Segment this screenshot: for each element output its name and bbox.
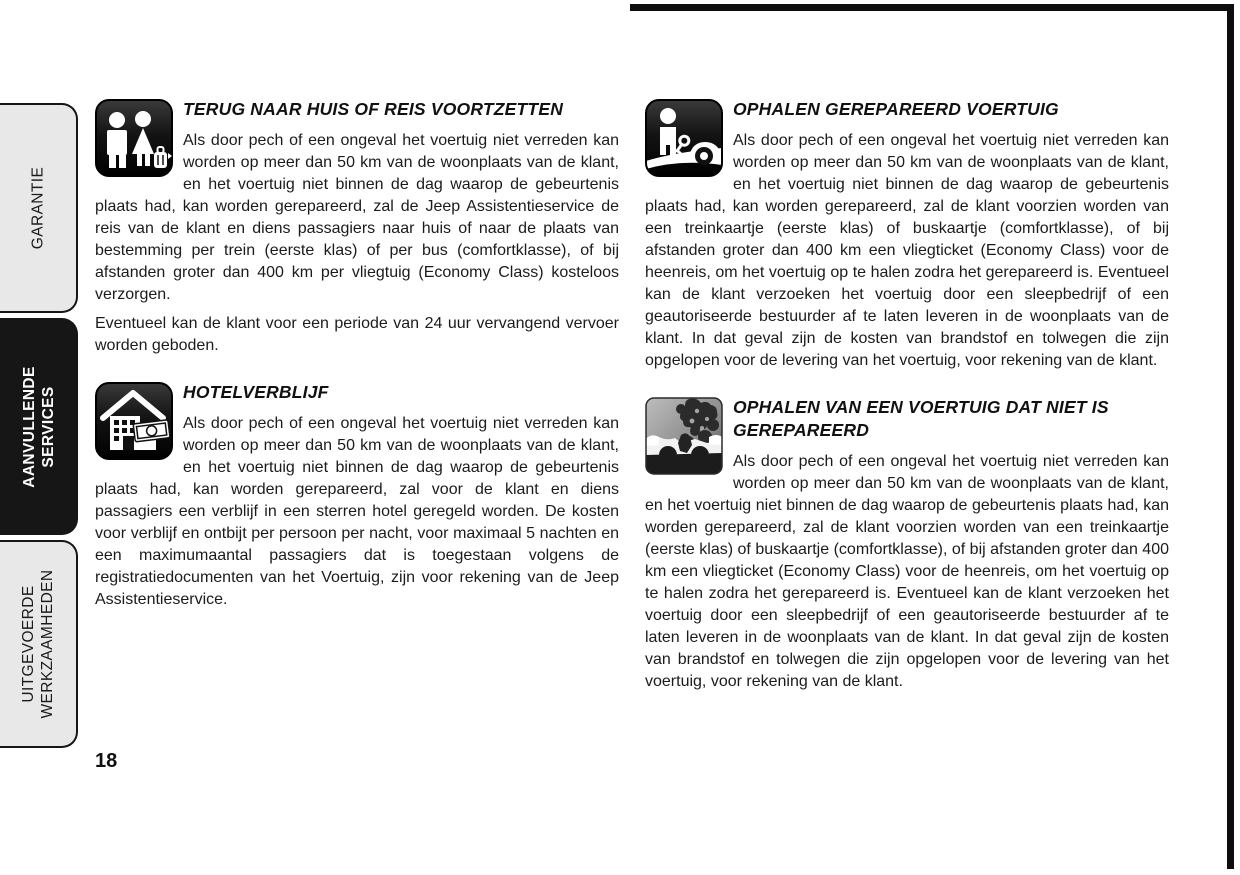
person-key-car-icon (645, 99, 723, 177)
sidebar-tab-label: UITGEVOERDE WERKZAAMHEDEN (20, 569, 56, 719)
section-paragraph: Als door pech of een ongeval het voertuig niet verreden kan worden op meer dan 50 km van de woonplaats van de klant, en het voertuig niet binnen de dag waarop de gebeurtenis plaats had, kan worden gerepareerd, zal voor de klant en diens passagiers een verblijf in een sterren hotel geregeld worden. De kosten voor verblijf en ontbijt per persoon per nacht, voor maximaal 5 nachten en een maximumaantal passagiers dat is toegestaan volgens de registratiedocumenten van het Voertuig, zijn voor rekening van de Jeep Assistentieservice. (95, 415, 619, 608)
section-title: OPHALEN VAN EEN VOERTUIG DAT NIET IS GEREPAREERD (733, 397, 1109, 440)
sidebar-tab-garantie (0, 103, 78, 313)
sidebar-tab-aanvullende-services (0, 318, 78, 535)
section-hotelverblijf (95, 381, 619, 611)
page-frame-top (630, 4, 1234, 11)
section-ophalen-niet-gerepareerd (645, 396, 1169, 693)
left-column (95, 98, 619, 611)
page-frame-right (1227, 4, 1234, 869)
family-luggage-icon (95, 99, 173, 177)
page-number: 18 (95, 750, 118, 772)
section-paragraph: Eventueel kan de klant voor een periode van 24 uur vervangend vervoer worden geboden. (95, 315, 619, 354)
section-terug-naar-huis (95, 98, 619, 357)
sidebar-tab-label: GARANTIE (29, 166, 47, 250)
section-paragraph: Als door pech of een ongeval het voertuig niet verreden kan worden op meer dan 50 km van de woonplaats van de klant, en het voertuig niet binnen de dag waarop de gebeurtenis plaats had, kan worden gerepareerd, zal de klant voorzien worden van een treinkaartje (eerste klas) of buskaartje (comfortklasse), of bij afstanden groter dan 400 km een vliegticket (Economy Class) voor de heenreis, om het voertuig op te halen zodra het gerepareerd is. Eventueel kan de klant verzoeken het voertuig door een sleepbedrijf of een geautoriseerde bestuurder af te laten leveren in de woonplaats van de klant. In dat geval zijn de kosten van brandstof en tolwegen die zijn opgelopen voor de levering van het voertuig, voor rekening van de klant. (645, 132, 1169, 369)
section-title: TERUG NAAR HUIS OF REIS VOORTZETTEN (183, 99, 564, 119)
hotel-money-icon (95, 382, 173, 460)
sidebar-tab-uitgevoerde-werkzaamheden (0, 540, 78, 748)
map-tow-car-icon (645, 397, 723, 475)
sidebar-tab-label: AANVULLENDE SERVICES (21, 365, 57, 488)
section-title: OPHALEN GEREPAREERD VOERTUIG (733, 99, 1059, 119)
section-title: HOTELVERBLIJF (183, 382, 329, 402)
right-column (645, 98, 1169, 693)
section-paragraph: Als door pech of een ongeval het voertuig niet verreden kan worden op meer dan 50 km van de woonplaats van de klant, en het voertuig niet binnen de dag waarop de gebeurtenis plaats had, kan worden gerepareerd, zal de klant voorzien worden van een treinkaartje (eerste klas) of buskaartje (comfortklasse), of bij afstanden groter dan 400 km een vliegticket (Economy Class) voor de heenreis, om het voertuig op te halen zodra het gerepareerd is. Eventueel kan de klant verzoeken het voertuig door een sleepbedrijf of een geautoriseerde bestuurder af te laten leveren in de woonplaats van de klant. In dat geval zijn de kosten van brandstof en tolwegen die zijn opgelopen voor de levering van het voertuig, voor rekening van de klant. (645, 453, 1169, 690)
section-ophalen-gerepareerd (645, 98, 1169, 372)
section-paragraph: Als door pech of een ongeval het voertuig niet verreden kan worden op meer dan 50 km van de woonplaats van de klant, en het voertuig niet binnen de dag waarop de gebeurtenis plaats had, kan worden gerepareerd, zal de Jeep Assistentieservice de reis van de klant en diens passagiers naar huis of naar de plaats van bestemming per trein (eerste klas) of per bus (comfortklasse), of bij afstanden groter dan 400 km per vliegtuig (Economy Class) kosteloos verzorgen. (95, 132, 619, 303)
